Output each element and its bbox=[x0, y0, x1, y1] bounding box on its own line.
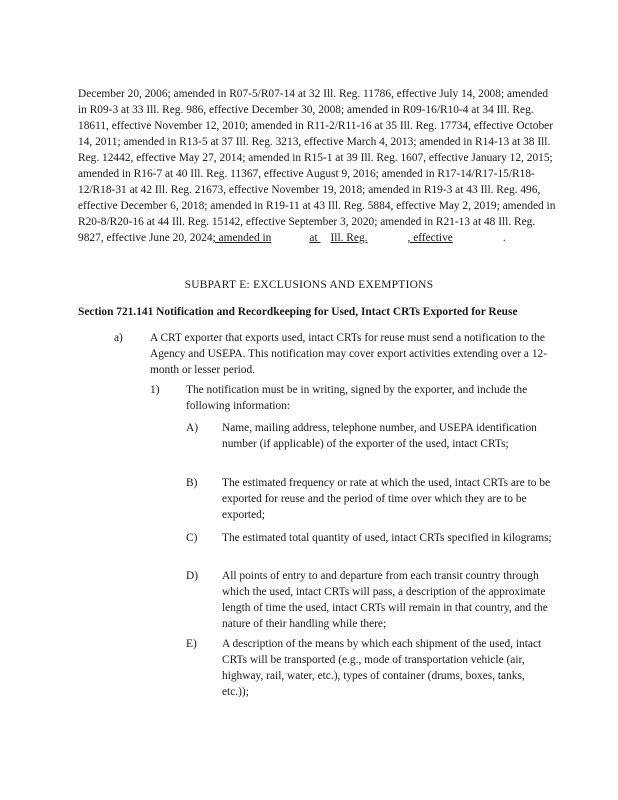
subsection-a-text: A CRT exporter that exports used, intact CRTs for reuse must send a notification to the Agency and USEPA. This notification may cover export activities extending over a 12-month or lesser period. bbox=[150, 332, 547, 376]
item-d-text: All points of entry to and departure from each transit country through which the used, intact CRTs will pass, a description of the approximate length of time the used, intact CRTs will remain in that country, and the nature of their handling while there; bbox=[222, 570, 548, 630]
item-e-label: E) bbox=[186, 638, 197, 650]
item-a-text: Name, mailing address, telephone number, and USEPA identification number (if applicable) of the exporter of the used, intact CRTs; bbox=[222, 422, 537, 450]
source-note bbox=[78, 86, 556, 246]
subpart-heading: SUBPART E: EXCLUSIONS AND EXEMPTIONS bbox=[184, 279, 434, 291]
paragraph-1-label: 1) bbox=[150, 384, 160, 396]
source-note-text: December 20, 2006; amended in R07-5/R07-14 at 32 Ill. Reg. 11786, effective July 14, 2008; amended in R09-3 at 33 Ill. Reg. 986, effective December 30, 2008; amended in R09-16/R10-4 at 34 Ill. Reg. 18611, effective November 12, 2010; amended in R11-2/R11-16 at 35 Ill. Reg. 17734, effective October 14, 2011; amended in R13-5 at 37 Ill. Reg. 3213, effective March 4, 2013; amended in R14-13 at 38 Ill. Reg. 12442, effective May 27, 2014; amended in R15-1 at 39 Ill. Reg. 1607, effective January 12, 2015; amended in R16-7 at 40 Ill. Reg. 11367, effective August 9, 2016; amended in R17-14/R17-15/R18-12/R18-31 at 42 Ill. Reg. 21673, effective November 19, 2018; amended in R19-3 at 43 Ill. Reg. 496, effective December 6, 2018; amended in R19-11 at 43 Ill. Reg. 5884, effective May 2, 2019; amended in R20-8/R20-16 at 44 Ill. Reg. 15142, effective September 3, 2020; amended in R21-13 at 48 Ill. Reg. 9827, effective June 20, 2024 bbox=[78, 88, 556, 244]
section-heading: Section 721.141 Notification and Recordkeeping for Used, Intact CRTs Exported for Reuse bbox=[78, 306, 518, 318]
item-c-label: C) bbox=[186, 532, 198, 544]
item-b-text: The estimated frequency or rate at which the used, intact CRTs are to be exported for reuse and the period of time over which they are to be exported; bbox=[222, 477, 551, 521]
item-c-text: The estimated total quantity of used, intact CRTs specified in kilograms; bbox=[222, 532, 552, 544]
item-b-label: B) bbox=[186, 477, 198, 489]
item-a-label: A) bbox=[186, 422, 199, 434]
source-note-end: . bbox=[502, 232, 506, 244]
item-e-text: A description of the means by which each shipment of the used, intact CRTs will be transported (e.g., mode of transportation vehicle (air, highway, rail, water, etc.), types of container (drums, boxes, tanks, etc.)); bbox=[222, 638, 542, 698]
paragraph-1-text: The notification must be in writing, signed by the exporter, and include the following information: bbox=[186, 384, 528, 412]
item-d-label: D) bbox=[186, 570, 199, 582]
subsection-a-label: a) bbox=[114, 332, 123, 344]
pending-amendment: ; amended in at Ill. Reg. , effective bbox=[212, 232, 453, 244]
